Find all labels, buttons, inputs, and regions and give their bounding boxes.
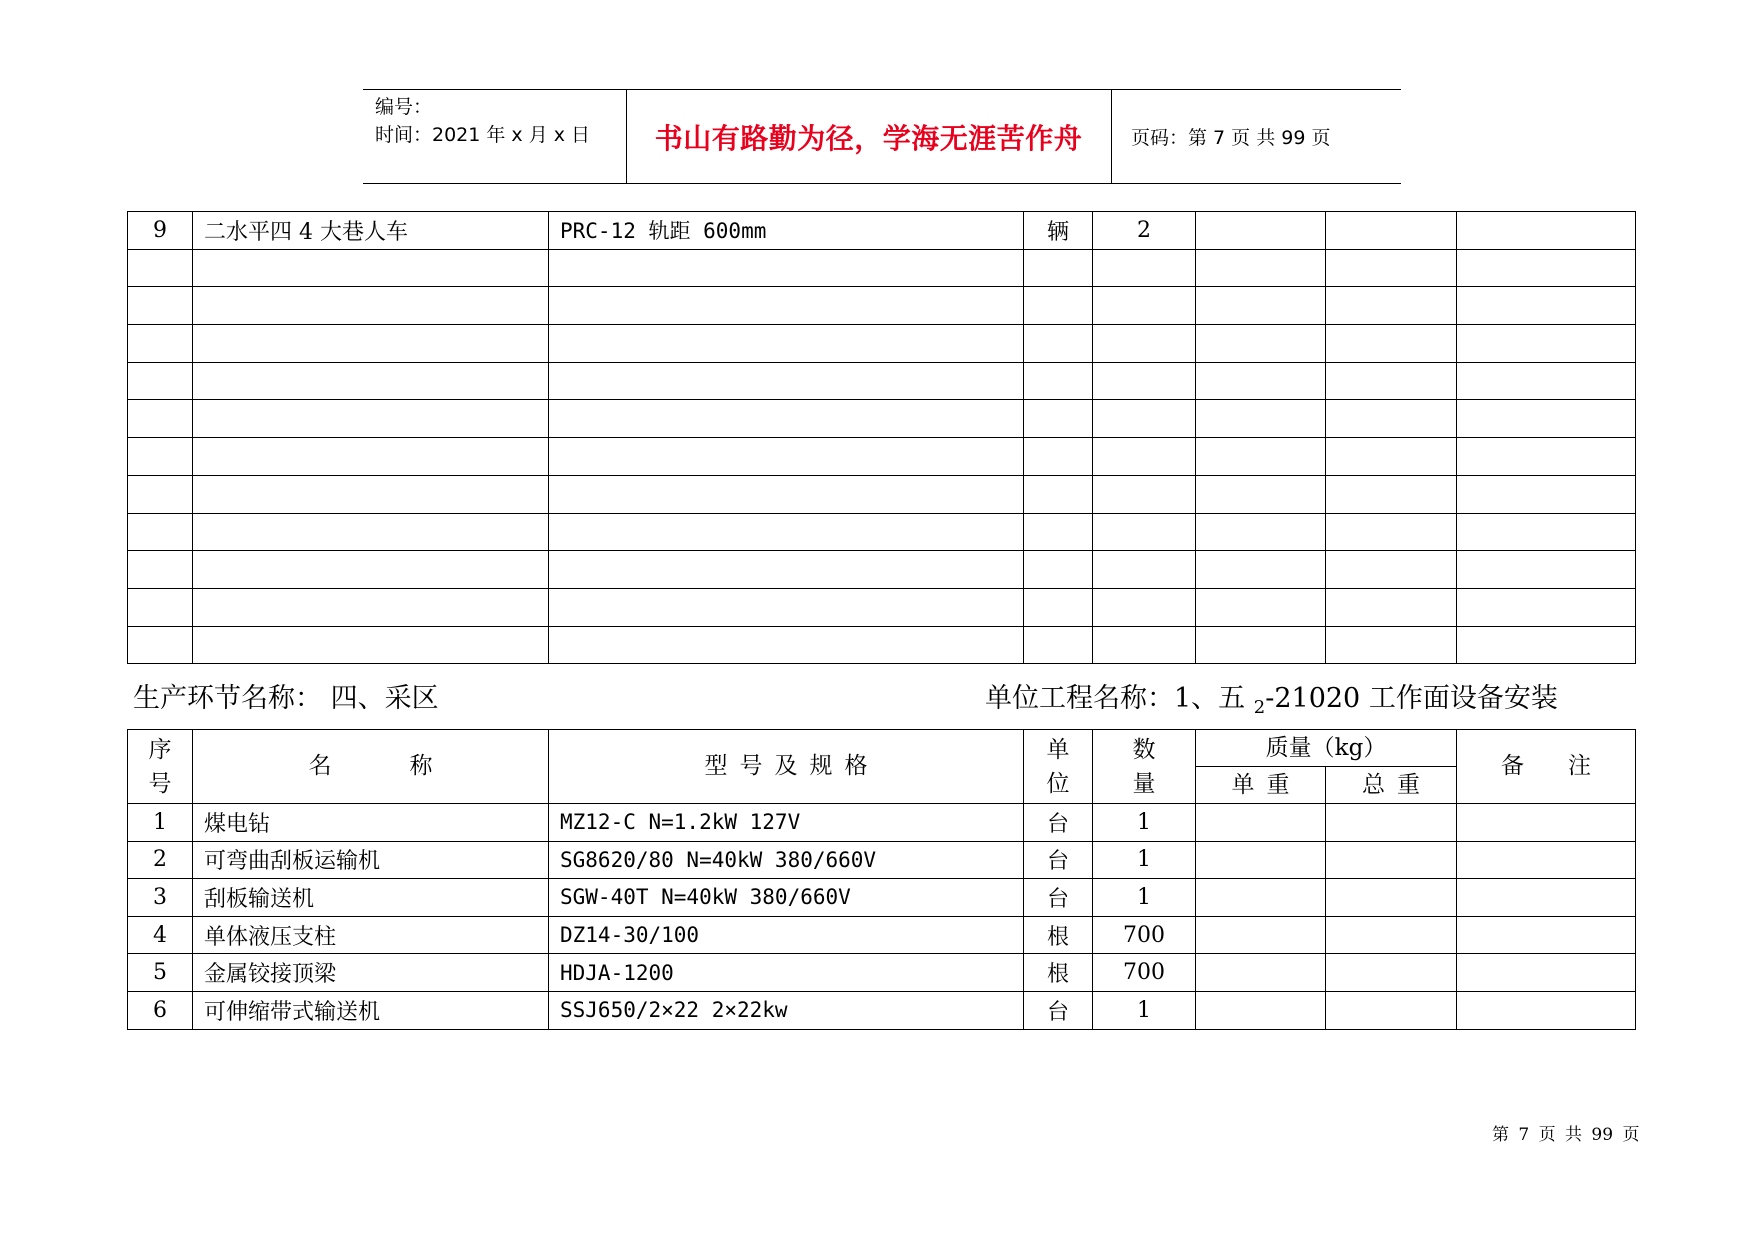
cell-name (193, 438, 549, 476)
cell-no (128, 626, 193, 664)
cell-qty (1093, 325, 1196, 363)
cell-spec (549, 249, 1024, 287)
table-row (128, 954, 1636, 992)
cell-unit (1024, 325, 1093, 363)
table-row (128, 513, 1636, 551)
cell-unit: 台 (1024, 991, 1093, 1029)
cell-name (193, 400, 549, 438)
cell-total-weight (1326, 841, 1457, 879)
cell-unit-weight (1196, 551, 1326, 589)
cell-unit-weight (1196, 991, 1326, 1029)
cell-total-weight (1326, 475, 1457, 513)
header-no: 序号 (128, 730, 193, 804)
cell-name (193, 362, 549, 400)
cell-name: 单体液压支柱 (193, 916, 549, 954)
cell-name: 煤电钻 (193, 804, 549, 842)
project-name-label (985, 676, 1558, 718)
cell-unit (1024, 249, 1093, 287)
cell-unit (1024, 475, 1093, 513)
table-row (128, 551, 1636, 589)
cell-name (193, 513, 549, 551)
cell-total-weight (1326, 325, 1457, 363)
motto-text: 书山有路勤为径，学海无涯苦作舟 (654, 121, 1083, 155)
cell-spec (549, 325, 1024, 363)
cell-remark (1457, 249, 1636, 287)
cell-no: 4 (128, 916, 193, 954)
cell-total-weight (1326, 551, 1457, 589)
cell-total-weight (1326, 954, 1457, 992)
cell-spec (549, 513, 1024, 551)
cell-unit-weight (1196, 475, 1326, 513)
table-row (128, 362, 1636, 400)
cell-remark (1457, 879, 1636, 917)
cell-spec: SSJ650/2×22 2×22kw (549, 991, 1024, 1029)
cell-qty (1093, 400, 1196, 438)
cell-no: 2 (128, 841, 193, 879)
cell-qty (1093, 588, 1196, 626)
cell-no (128, 325, 193, 363)
table-row (128, 626, 1636, 664)
cell-spec (549, 626, 1024, 664)
cell-no (128, 400, 193, 438)
cell-no (128, 513, 193, 551)
table-header-row (128, 730, 1636, 767)
cell-no: 5 (128, 954, 193, 992)
cell-unit-weight (1196, 588, 1326, 626)
cell-spec: DZ14-30/100 (549, 916, 1024, 954)
cell-total-weight (1326, 362, 1457, 400)
cell-unit (1024, 438, 1093, 476)
cell-remark (1457, 438, 1636, 476)
cell-qty: 1 (1093, 991, 1196, 1029)
cell-qty: 1 (1093, 841, 1196, 879)
cell-unit-weight (1196, 804, 1326, 842)
cell-no: 6 (128, 991, 193, 1029)
cell-spec (549, 362, 1024, 400)
header-spec: 型号及规格 (549, 730, 1024, 804)
project-prefix: 单位工程名称：1、五 (985, 683, 1254, 714)
cell-unit: 根 (1024, 954, 1093, 992)
cell-spec: HDJA-1200 (549, 954, 1024, 992)
header-meta (375, 93, 590, 149)
cell-total-weight (1326, 249, 1457, 287)
cell-spec (549, 438, 1024, 476)
cell-no (128, 588, 193, 626)
cell-no (128, 551, 193, 589)
cell-remark (1457, 916, 1636, 954)
cell-unit-weight (1196, 954, 1326, 992)
cell-unit-weight (1196, 362, 1326, 400)
cell-name: 二水平四 4 大巷人车 (193, 212, 549, 250)
cell-no: 1 (128, 804, 193, 842)
cell-unit (1024, 513, 1093, 551)
cell-total-weight (1326, 513, 1457, 551)
cell-qty (1093, 438, 1196, 476)
cell-no (128, 362, 193, 400)
cell-spec (549, 475, 1024, 513)
cell-unit: 根 (1024, 916, 1093, 954)
table-row (128, 804, 1636, 842)
cell-unit (1024, 287, 1093, 325)
header-remark: 备注 (1457, 730, 1636, 804)
cell-qty (1093, 249, 1196, 287)
table-row (128, 916, 1636, 954)
cell-unit-weight (1196, 626, 1326, 664)
cell-qty: 700 (1093, 916, 1196, 954)
cell-name (193, 588, 549, 626)
cell-name (193, 626, 549, 664)
cell-name: 可弯曲刮板运输机 (193, 841, 549, 879)
cell-name: 金属铰接顶梁 (193, 954, 549, 992)
cell-qty: 700 (1093, 954, 1196, 992)
cell-spec: MZ12-C N=1.2kW 127V (549, 804, 1024, 842)
cell-unit-weight (1196, 916, 1326, 954)
cell-unit-weight (1196, 212, 1326, 250)
table-row (128, 438, 1636, 476)
number-label: 编号： (375, 96, 433, 118)
cell-remark (1457, 841, 1636, 879)
table-row (128, 287, 1636, 325)
date-label: 时间：2021 年 x 月 x 日 (375, 124, 591, 146)
page-footer: 第 7 页 共 99 页 (1492, 1125, 1640, 1145)
table-row (128, 841, 1636, 879)
header-qty: 数量 (1093, 730, 1196, 804)
table-row (128, 475, 1636, 513)
header-weight: 质量（kg） (1196, 730, 1457, 767)
project-subscript: 2 (1253, 697, 1266, 718)
cell-remark (1457, 287, 1636, 325)
cell-remark (1457, 400, 1636, 438)
cell-spec: SGW-40T N=40kW 380/660V (549, 879, 1024, 917)
table-row (128, 400, 1636, 438)
cell-total-weight (1326, 287, 1457, 325)
cell-name (193, 325, 549, 363)
cell-unit-weight (1196, 841, 1326, 879)
cell-no: 9 (128, 212, 193, 250)
cell-remark (1457, 362, 1636, 400)
cell-remark (1457, 325, 1636, 363)
cell-unit-weight (1196, 513, 1326, 551)
cell-no (128, 287, 193, 325)
cell-qty (1093, 475, 1196, 513)
header-total-weight: 总重 (1326, 767, 1457, 804)
cell-qty (1093, 362, 1196, 400)
cell-spec: SG8620/80 N=40kW 380/660V (549, 841, 1024, 879)
table-row (128, 588, 1636, 626)
table-row (128, 991, 1636, 1029)
cell-unit-weight (1196, 400, 1326, 438)
header-name: 名称 (193, 730, 549, 804)
table-row (128, 879, 1636, 917)
cell-total-weight (1326, 438, 1457, 476)
header-unit: 单位 (1024, 730, 1093, 804)
cell-spec (549, 400, 1024, 438)
cell-unit (1024, 551, 1093, 589)
cell-remark (1457, 551, 1636, 589)
production-stage-label: 生产环节名称： 四、采区 (133, 683, 439, 714)
cell-remark (1457, 212, 1636, 250)
cell-total-weight (1326, 212, 1457, 250)
cell-unit-weight (1196, 438, 1326, 476)
cell-spec (549, 287, 1024, 325)
cell-name (193, 475, 549, 513)
cell-no (128, 475, 193, 513)
cell-unit: 台 (1024, 841, 1093, 879)
cell-total-weight (1326, 916, 1457, 954)
cell-total-weight (1326, 626, 1457, 664)
cell-unit: 台 (1024, 804, 1093, 842)
cell-qty: 2 (1093, 212, 1196, 250)
cell-unit (1024, 626, 1093, 664)
cell-total-weight (1326, 588, 1457, 626)
cell-no (128, 249, 193, 287)
cell-total-weight (1326, 804, 1457, 842)
equipment-table (127, 729, 1636, 1030)
cell-unit: 台 (1024, 879, 1093, 917)
cell-qty (1093, 626, 1196, 664)
cell-no: 3 (128, 879, 193, 917)
table-row (128, 325, 1636, 363)
cell-name (193, 249, 549, 287)
project-suffix: -21020 工作面设备安装 (1265, 683, 1558, 714)
document-header (363, 89, 1401, 184)
cell-unit (1024, 588, 1093, 626)
cell-spec (549, 551, 1024, 589)
cell-remark (1457, 954, 1636, 992)
equipment-table-continued (127, 211, 1636, 664)
cell-remark (1457, 513, 1636, 551)
cell-total-weight (1326, 879, 1457, 917)
cell-name: 可伸缩带式输送机 (193, 991, 549, 1029)
cell-unit-weight (1196, 879, 1326, 917)
cell-no (128, 438, 193, 476)
header-page-info: 页码：第 7 页 共 99 页 (1131, 127, 1331, 149)
cell-name (193, 551, 549, 589)
cell-remark (1457, 991, 1636, 1029)
cell-unit: 辆 (1024, 212, 1093, 250)
cell-name (193, 287, 549, 325)
cell-unit (1024, 400, 1093, 438)
header-unit-weight: 单重 (1196, 767, 1326, 804)
cell-remark (1457, 626, 1636, 664)
cell-spec (549, 588, 1024, 626)
cell-remark (1457, 804, 1636, 842)
cell-unit-weight (1196, 249, 1326, 287)
cell-remark (1457, 475, 1636, 513)
cell-qty (1093, 287, 1196, 325)
header-divider (1111, 90, 1112, 183)
cell-qty (1093, 551, 1196, 589)
cell-total-weight (1326, 400, 1457, 438)
cell-remark (1457, 588, 1636, 626)
cell-qty: 1 (1093, 804, 1196, 842)
cell-unit-weight (1196, 287, 1326, 325)
cell-spec: PRC-12 轨距 600mm (549, 212, 1024, 250)
cell-qty (1093, 513, 1196, 551)
cell-total-weight (1326, 991, 1457, 1029)
cell-qty: 1 (1093, 879, 1196, 917)
table-row (128, 212, 1636, 250)
cell-name: 刮板输送机 (193, 879, 549, 917)
cell-unit-weight (1196, 325, 1326, 363)
table-row (128, 249, 1636, 287)
cell-unit (1024, 362, 1093, 400)
